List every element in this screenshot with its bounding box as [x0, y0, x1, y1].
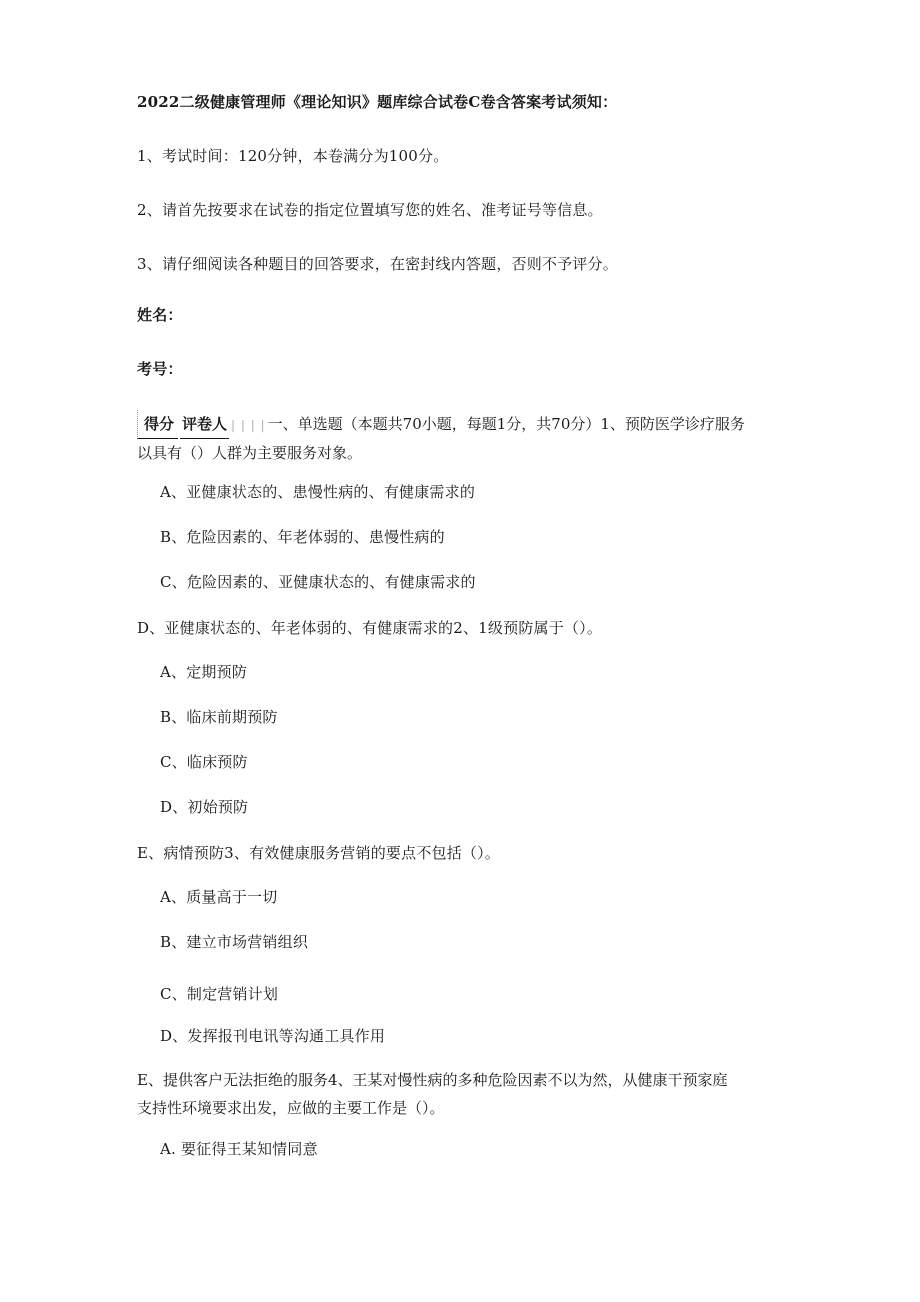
- note-2: 2、请首先按要求在试卷的指定位置填写您的姓名、准考证号等信息。: [137, 201, 603, 219]
- q3-option-e-and-question-4: [137, 1066, 802, 1122]
- q2-option-d: D、初始预防: [160, 798, 249, 816]
- q3-option-a: A、质量高于一切: [160, 888, 278, 906]
- q2-option-b: B、临床前期预防: [160, 708, 278, 726]
- q1-option-a: A、亚健康状态的、患慢性病的、有健康需求的: [160, 483, 476, 501]
- note-3: 3、请仔细阅读各种题目的回答要求，在密封线内答题，否则不予评分。: [137, 255, 618, 273]
- q3-option-d: D、发挥报刊电讯等沟通工具作用: [160, 1027, 386, 1045]
- score-table-ticks: | | | |: [231, 418, 266, 432]
- question-4-stem-cont: 支持性环境要求出发，应做的主要工作是（）。: [137, 1099, 445, 1117]
- exam-id-label: 考号：: [137, 360, 183, 378]
- q1-option-d-and-question-2: D、亚健康状态的、年老体弱的、有健康需求的2、1级预防属于（）。: [137, 619, 603, 637]
- grader-label: 评卷人: [180, 410, 229, 439]
- section-header: [137, 410, 802, 467]
- q1-option-c: C、危险因素的、亚健康状态的、有健康需求的: [160, 573, 476, 591]
- q2-option-a: A、定期预防: [160, 663, 248, 681]
- q1-option-b: B、危险因素的、年老体弱的、患慢性病的: [160, 528, 445, 546]
- score-label: 得分: [137, 410, 178, 439]
- question-1-stem: 一、单选题（本题共70小题，每题1分，共70分）1、预防医学诊疗服务: [267, 415, 745, 433]
- q4-option-a: A. 要征得王某知情同意: [160, 1140, 318, 1158]
- exam-title: 2022二级健康管理师《理论知识》题库综合试卷C卷含答案考试须知：: [137, 93, 618, 111]
- note-1: 1、考试时间：120分钟，本卷满分为100分。: [137, 147, 449, 165]
- name-label: 姓名：: [137, 306, 183, 324]
- q3-option-c: C、制定营销计划: [160, 985, 279, 1003]
- question-1-stem-cont: 以具有（）人群为主要服务对象。: [137, 444, 363, 462]
- question-4-stem: E、提供客户无法拒绝的服务4、王某对慢性病的多种危险因素不以为然，从健康干预家庭: [137, 1071, 728, 1089]
- q3-option-b: B、建立市场营销组织: [160, 933, 309, 951]
- q2-option-c: C、临床预防: [160, 753, 248, 771]
- q2-option-e-and-question-3: E、病情预防3、有效健康服务营销的要点不包括（）。: [137, 844, 500, 862]
